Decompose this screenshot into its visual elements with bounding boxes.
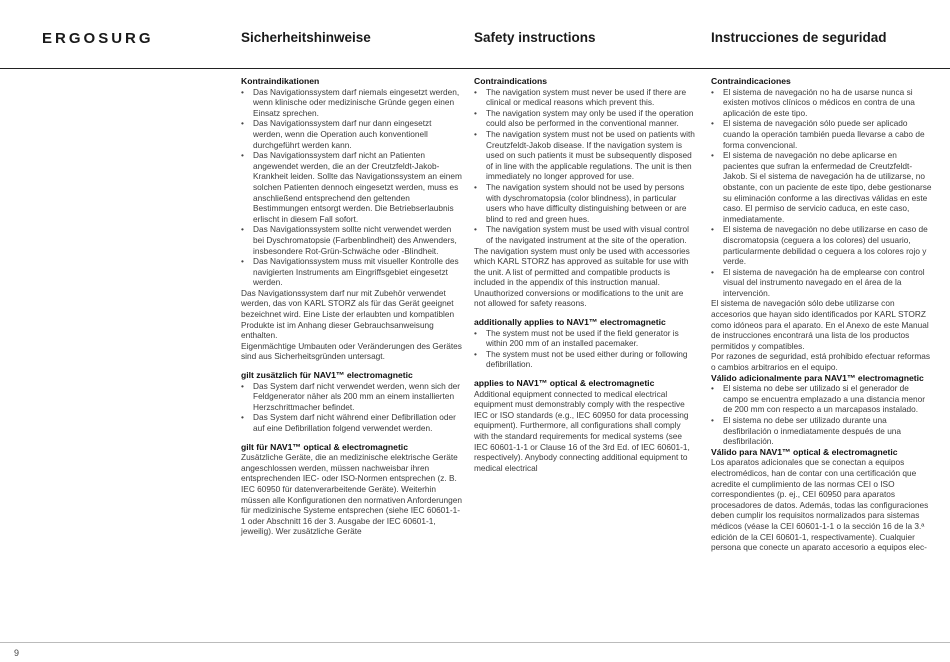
list-item: • El sistema de navegación no debe utilizarse en caso de discromatopsia (ceguera a los colores) del usuario, particularmente debilidad o ceguera a los colores rojo y verde. — [711, 224, 933, 266]
additional-equipment-paragraph: Los aparatos adicionales que se conectan a equipos electromédicos, han de contar con una certificación que acredite el cumplimiento de las normas CEI o ISO correspondientes (p. ej., CEI 60950 para aparatos procesadores de datos. Además, todas las configuraciones deben cumplir los requisitos normalizados para sistemas médicos (véase la CEI 60601-1-1 o la sección 16 de la 3.ª edición de la CEI 60601-1, respectivamente). Cualquier persona que conecte un aparato accesorio a equipos elec- — [711, 457, 929, 553]
electromagnetic-list — [474, 328, 696, 370]
accessories-paragraph: Das Navigationssystem darf nur mit Zubehör verwendet werden, das von KARL STORZ als für das Gerät geeignet bezeichnet wird. Eine Liste der erlaubten und kompatiblen Produkte ist im Anhang dieser Gebrauchsanweisung enthalten. — [241, 287, 455, 341]
modifications-paragraph: Eigenmächtige Umbauten oder Veränderungen des Gerätes sind aus Sicherheitsgründen untersagt. — [241, 340, 462, 362]
list-item: • El sistema no debe ser utilizado durante una desfibrilación o inmediatamente después de una desfibrilación. — [711, 415, 933, 447]
header-rule — [0, 68, 950, 69]
additional-equipment-paragraph: Zusätzliche Geräte, die an medizinische elektrische Geräte angeschlossen werden, müssen nachweisbar ihren entsprechenden IEC- oder ISO-Normen entsprechen (z. B. IEC 60950 für datenverarbeitende Geräte). Weiterhin müssen alle Konfigurationen den normativen Anforderungen für medizinische Systeme entsprechen (siehe IEC 60601-1-1 oder Abschnitt 16 der 3. Ausgabe der IEC 60601-1, jeweilig). Wer zusätzliche Geräte — [241, 452, 462, 537]
list-item: • The system must not be used if the field generator is within 200 mm of an installed pacemaker. — [474, 328, 696, 349]
list-item: • The system must not be used either during or following defibrillation. — [474, 349, 696, 370]
list-item: • Das Navigationssystem sollte nicht verwendet werden bei Dyschromatopsie (Farbenblindheit) des Anwenders, insbesondere Rot-Grün-Schwäche oder -Blindheit. — [241, 224, 463, 256]
list-item: • The navigation system may only be used if the operation could also be performed in the conventional manner. — [474, 108, 696, 129]
list-item: • El sistema de navegación ha de emplearse con control visual del instrumento navegado en el área de la intervención. — [711, 267, 933, 299]
list-item: • El sistema de navegación no ha de usarse nunca si existen motivos clínicos o médicos en contra de una aplicación de este tipo. — [711, 87, 933, 119]
modifications-paragraph: Por razones de seguridad, está prohibido efectuar reformas o cambios arbitrarios en el equipo. — [711, 351, 931, 373]
list-item: • The navigation system must never be used if there are clinical or medical reasons which prevent this. — [474, 87, 696, 108]
heading-spanish: Instrucciones de seguridad — [711, 30, 887, 45]
optical-electromagnetic-heading: Válido para NAV1™ optical & electromagnetic — [711, 446, 898, 457]
footer-rule — [0, 642, 950, 643]
heading-german: Sicherheitshinweise — [241, 30, 371, 45]
optical-electromagnetic-heading: gilt für NAV1™ optical & electromagnetic — [241, 441, 408, 452]
contraindications-heading: Contraindications — [474, 76, 548, 86]
list-item: • The navigation system should not be used by persons with dyschromatopsia (color blindness), in particular users who have difficulty distinguishing between or are blind to red and green hues. — [474, 182, 696, 224]
brand-rest: SURG — [98, 30, 154, 47]
list-item: • Das System darf nicht während einer Defibrillation oder auf eine Defibrillation folgend verwendet werden. — [241, 412, 463, 433]
brand-bold: ERGO — [42, 30, 99, 47]
list-item: • Das Navigationssystem darf nur dann eingesetzt werden, wenn die Operation auch konventionell durchgeführt werden kann. — [241, 118, 463, 150]
list-item: • Das Navigationssystem darf niemals eingesetzt werden, wenn klinische oder medizinische Gründe gegen einen Einsatz sprechen. — [241, 87, 463, 119]
list-item: • The navigation system must be used with visual control of the navigated instrument at the site of the operation. — [474, 224, 696, 245]
optical-electromagnetic-heading: applies to NAV1™ optical & electromagnetic — [474, 378, 655, 389]
list-item: • El sistema de navegación sólo puede ser aplicado cuando la operación también pueda llevarse a cabo de forma convencional. — [711, 118, 933, 150]
electromagnetic-heading: additionally applies to NAV1™ electromagnetic — [474, 317, 666, 328]
list-item: • El sistema de navegación no debe aplicarse en pacientes que sufran la enfermedad de Creutzfeldt-Jakob. Si el sistema de navegación ha de utilizarse, no obstante, con un paciente de este tipo, debe gestionarse su eliminación conforme a las directivas válidas en este caso. El permiso de servicio caduca, en este caso, inmediatamente. — [711, 150, 933, 224]
list-item: • Das Navigationssystem darf nicht an Patienten angewendet werden, die an der Creutzfeldt-Jakob-Krankheit leiden. Sollte das Navigationssystem an einem solchen Patienten dennoch eingesetzt werden, muss es anschließend entsprechend den geltenden Bestimmungen entsorgt werden. Die Betriebserlaubnis erlischt in diesem Fall sofort. — [241, 150, 463, 224]
list-item: • Das System darf nicht verwendet werden, wenn sich der Feldgenerator näher als 200 mm an einem installierten Herzschrittmacher befindet. — [241, 381, 463, 413]
modifications-paragraph: Unauthorized conversions or modifications to the unit are not allowed for safety reasons. — [474, 287, 684, 309]
page-header — [0, 0, 950, 68]
list-item: • El sistema no debe ser utilizado si el generador de campo se encuentra emplazado a una distancia menor de 200 mm con respecto a un marcapasos instalado. — [711, 383, 933, 415]
electromagnetic-list — [711, 383, 933, 447]
list-item: • Das Navigationssystem muss mit visueller Kontrolle des navigierten Instruments am Eingriffsgebiet eingesetzt werden. — [241, 256, 463, 288]
page-number: 9 — [14, 648, 20, 658]
electromagnetic-list — [241, 381, 463, 434]
contraindications-heading: Contraindicaciones — [711, 76, 791, 86]
additional-equipment-paragraph: Additional equipment connected to medical electrical equipment must demonstrably comply with the respective IEC or ISO standards (e.g., IEC 60950 for data processing equipment). Furthermore, all configurations shall comply with the standard requirements for medical systems (see IEC 60601-1-1 or Clause 16 of the 3rd Ed. of IEC 60601-1, respectively). Anybody connecting additional equipment to medical electrical — [474, 388, 690, 473]
column-spanish — [711, 76, 933, 553]
contraindications-list — [711, 87, 933, 299]
list-item: • The navigation system must not be used on patients with Creutzfeldt-Jakob disease. If the navigation system is used on such patients it must be subsequently disposed of in line with the applicable regulations. The unit is then immediately no longer approved for use. — [474, 129, 696, 182]
column-german — [241, 76, 463, 537]
contraindications-list — [241, 87, 463, 288]
accessories-paragraph: The navigation system must only be used with accessories which KARL STORZ has approved as suitable for use with the unit. A list of permitted and compatible products is included in the appendix of this instruction manual. — [474, 245, 690, 288]
electromagnetic-heading: gilt zusätzlich für NAV1™ electromagnetic — [241, 370, 413, 381]
heading-english: Safety instructions — [474, 30, 596, 45]
electromagnetic-heading: Válido adicionalmente para NAV1™ electromagnetic — [711, 372, 924, 383]
column-english — [474, 76, 696, 473]
contraindications-list — [474, 87, 696, 246]
ergosurg-logo — [42, 30, 154, 47]
accessories-paragraph: El sistema de navegación sólo debe utilizarse con accesorios que hayan sido identificados por KARL STORZ como idóneos para el aparato. En el Anexo de este Manual de instrucciones encontrará una lista de los productos permitidos y compatibles. — [711, 298, 929, 351]
contraindications-heading: Kontraindikationen — [241, 76, 320, 86]
